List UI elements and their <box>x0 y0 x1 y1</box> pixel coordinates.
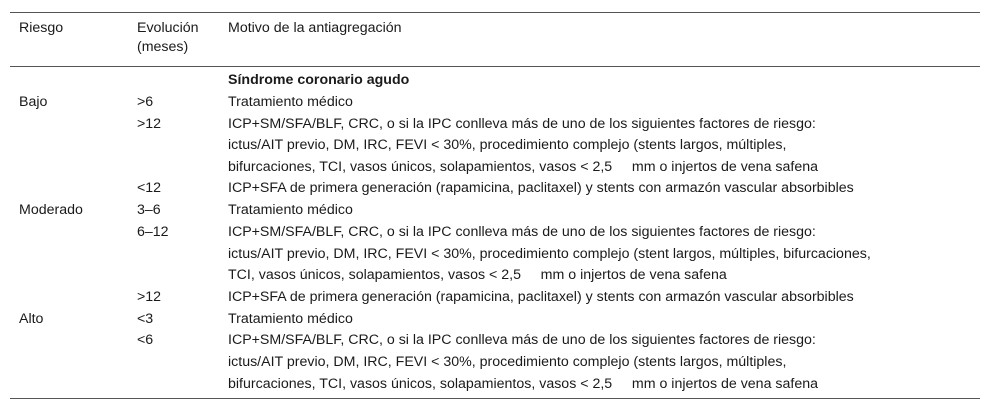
evolucion-cell: >6 <box>137 93 154 110</box>
motivo-line: ICP+SM/SFA/BLF, CRC, o si la IPC conlleva más de uno de los siguientes factores de riesgo: <box>228 115 816 132</box>
section-empty-cell <box>137 67 228 92</box>
motivo-line: ictus/AIT previo, DM, IRC, FEVI < 30%, procedimiento complejo (stents largos, múltiples, <box>228 137 787 154</box>
riesgo-cell <box>10 287 137 309</box>
antiaggregation-table <box>10 12 980 399</box>
motivo-line: bifurcaciones, TCI, vasos únicos, solapamientos, vasos < 2,5 mm o injertos de vena safena <box>228 158 819 175</box>
header-riesgo: Riesgo <box>10 13 137 67</box>
table-row <box>10 330 980 398</box>
motivo-line: Tratamiento médico <box>228 310 353 327</box>
riesgo-cell <box>10 114 137 179</box>
motivo-cell <box>228 287 980 309</box>
header-row <box>10 13 980 67</box>
riesgo-cell <box>10 330 137 398</box>
motivo-cell <box>228 200 980 222</box>
table-row <box>10 287 980 309</box>
table-header <box>10 13 980 67</box>
header-evolucion <box>137 13 228 67</box>
motivo-line: ictus/AIT previo, DM, IRC, FEVI < 30%, procedimiento complejo (stents largos, múltiples, <box>228 353 787 370</box>
evolucion-cell: <6 <box>137 332 154 349</box>
motivo-line: ICP+SM/SFA/BLF, CRC, o si la IPC conlleva más de uno de los siguientes factores de riesgo: <box>228 223 816 240</box>
riesgo-cell <box>10 178 137 200</box>
motivo-line: Tratamiento médico <box>228 93 353 110</box>
motivo-cell <box>228 309 980 331</box>
motivo-line: ICP+SM/SFA/BLF, CRC, o si la IPC conlleva más de uno de los siguientes factores de riesgo: <box>228 332 816 349</box>
motivo-cell <box>228 330 980 398</box>
riesgo-cell: Bajo <box>19 93 48 110</box>
header-evolucion-line2: (meses) <box>137 39 189 55</box>
riesgo-cell: Moderado <box>19 202 83 219</box>
header-evolucion-line1: Evolución <box>137 20 199 36</box>
header-motivo: Motivo de la antiagregación <box>228 13 980 67</box>
section-row <box>10 67 980 92</box>
motivo-line: ictus/AIT previo, DM, IRC, FEVI < 30%, procedimiento complejo (stent largos, múltiples, bifurcaciones, <box>228 245 871 262</box>
motivo-cell <box>228 114 980 179</box>
motivo-cell <box>228 178 980 200</box>
motivo-line: ICP+SFA de primera generación (rapamicina, paclitaxel) y stents con armazón vascular absorbibles <box>228 288 854 305</box>
motivo-line: ICP+SFA de primera generación (rapamicina, paclitaxel) y stents con armazón vascular absorbibles <box>228 180 854 197</box>
evolucion-cell: 6–12 <box>137 223 169 240</box>
motivo-cell <box>228 92 980 114</box>
table-body <box>10 67 980 399</box>
table-row <box>10 114 980 179</box>
motivo-line: bifurcaciones, TCI, vasos únicos, solapamientos, vasos < 2,5 mm o injertos de vena safena <box>228 375 819 392</box>
motivo-line: Tratamiento médico <box>228 202 353 219</box>
evolucion-cell: 3–6 <box>137 202 161 219</box>
section-title: Síndrome coronario agudo <box>228 72 410 88</box>
riesgo-cell: Alto <box>19 310 44 327</box>
table-row <box>10 309 980 331</box>
motivo-line: TCI, vasos únicos, solapamientos, vasos < 2,5 mm o injertos de vena safena <box>228 267 727 284</box>
table-row <box>10 222 980 287</box>
evolucion-cell: <12 <box>137 180 162 197</box>
motivo-cell <box>228 222 980 287</box>
evolucion-cell: <3 <box>137 310 154 327</box>
table-row <box>10 92 980 114</box>
evolucion-cell: >12 <box>137 288 162 305</box>
riesgo-cell <box>10 222 137 287</box>
evolucion-cell: >12 <box>137 115 162 132</box>
section-empty-cell <box>10 67 137 92</box>
table-row <box>10 200 980 222</box>
table-row <box>10 178 980 200</box>
